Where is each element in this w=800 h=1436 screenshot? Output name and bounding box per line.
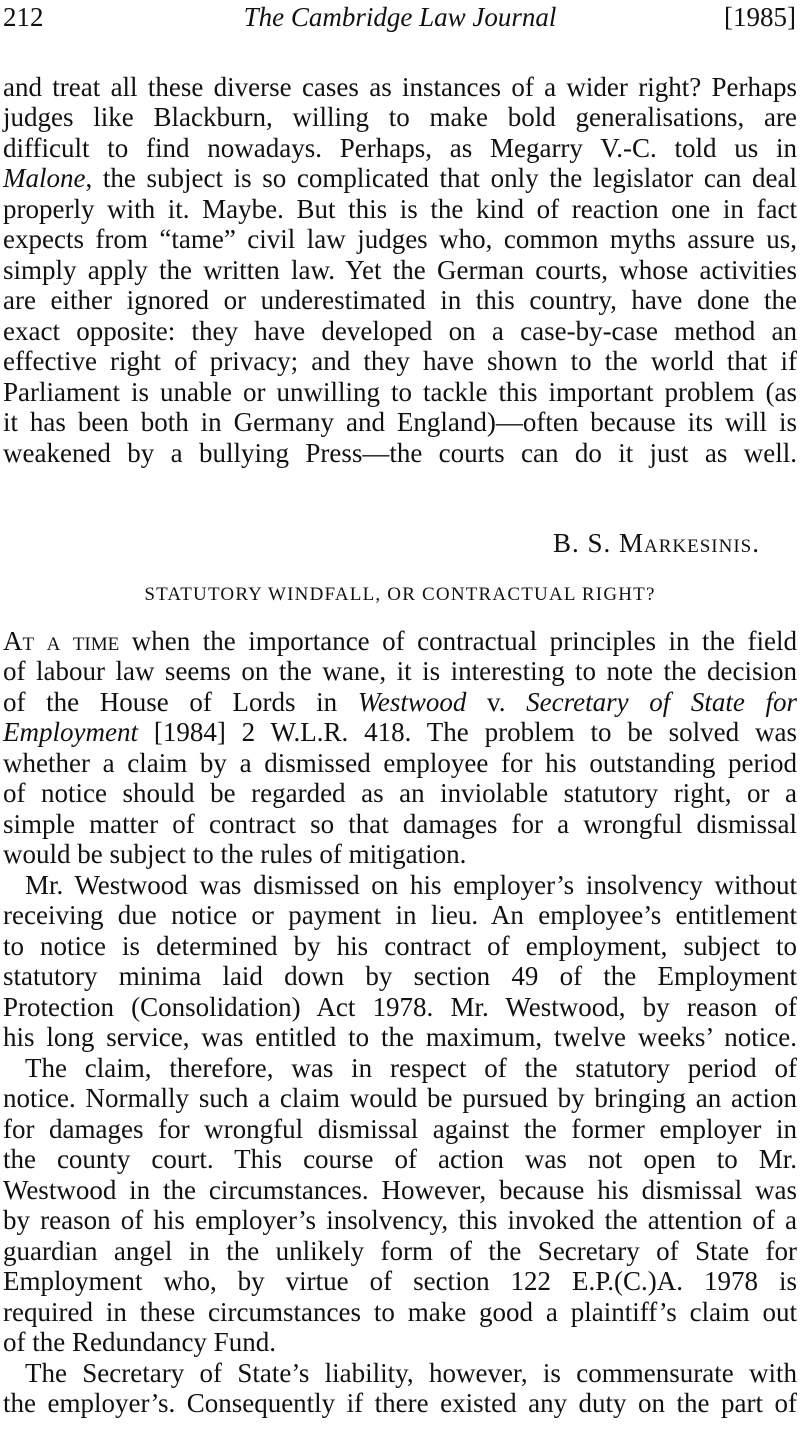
text-line: by reason of his employer’s insolvency, this invoked the attention of a (3, 1205, 797, 1235)
text-line: Protection (Consolidation) Act 1978. Mr. Westwood, by reason of (3, 992, 797, 1022)
text-line: of labour law seems on the wane, it is interesting to note the decision (3, 656, 797, 686)
text-line: Parliament is unable or unwilling to tackle this important problem (as (3, 377, 797, 407)
text-line: The claim, therefore, was in respect of the statutory period of (25, 1053, 797, 1083)
text-line: Employment who, by virtue of section 122 E.P.(C.)A. 1978 is (3, 1266, 797, 1296)
journal-title: The Cambridge Law Journal (243, 2, 557, 32)
text-line: notice. Normally such a claim would be pursued by bringing an action (3, 1083, 797, 1113)
text-line: effective right of privacy; and they have shown to the world that if (3, 346, 797, 376)
text-line: to notice is determined by his contract of employment, subject to (3, 931, 797, 961)
text-line: receiving due notice or payment in lieu. An employee’s entitlement (3, 900, 797, 930)
text-line: Westwood in the circumstances. However, because his dismissal was (3, 1175, 797, 1205)
text-line: simple matter of contract so that damages for a wrongful dismissal (3, 809, 797, 839)
page-number: 212 (3, 2, 44, 32)
text-line: exact opposite: they have developed on a case-by-case method an (3, 316, 797, 346)
text-line: statutory minima laid down by section 49 of the Employment (3, 961, 797, 991)
text-line: Employment [1984] 2 W.L.R. 418. The problem to be solved was (3, 717, 797, 747)
text-line: judges like Blackburn, willing to make bold generalisations, are (3, 102, 797, 132)
text-line: Mr. Westwood was dismissed on his employer’s insolvency without (25, 870, 797, 900)
text-line: difficult to find nowadays. Perhaps, as Megarry V.-C. told us in (3, 133, 797, 163)
text-line: At a time when the importance of contractual principles in the field (3, 626, 798, 656)
text-line: are either ignored or underestimated in this country, have done the (3, 285, 797, 315)
text-line: of the Redundancy Fund. (3, 1327, 276, 1357)
text-line: Malone, the subject is so complicated that only the legislator can deal (3, 163, 797, 193)
text-line: simply apply the written law. Yet the German courts, whose activities (3, 255, 797, 285)
text-line: The Secretary of State’s liability, however, is commensurate with (25, 1358, 797, 1388)
text-line: the employer’s. Consequently if there existed any duty on the part of (3, 1388, 797, 1418)
text-line: guardian angel in the unlikely form of the Secretary of State for (3, 1236, 797, 1266)
text-line: properly with it. Maybe. But this is the kind of reaction one in fact (3, 194, 797, 224)
text-line: and treat all these diverse cases as instances of a wider right? Perhaps (3, 72, 797, 102)
text-line: expects from “tame” civil law judges who, common myths assure us, (3, 224, 797, 254)
text-line: whether a claim by a dismissed employee for his outstanding period (3, 748, 797, 778)
text-line: weakened by a bullying Press—the courts can do it just as well. (3, 438, 797, 468)
text-line: it has been both in Germany and England)—often because its will is (3, 407, 797, 437)
text-line: the county court. This course of action was not open to Mr. (3, 1144, 797, 1174)
note-title: STATUTORY WINDFALL, OR CONTRACTUAL RIGHT? (144, 584, 656, 605)
text-line: would be subject to the rules of mitigation. (3, 839, 467, 869)
text-line: his long service, was entitled to the maximum, twelve weeks’ notice. (3, 1022, 797, 1052)
text-line: for damages for wrongful dismissal against the former employer in (3, 1114, 797, 1144)
text-line: of the House of Lords in Westwood v. Secretary of State for (3, 687, 798, 717)
volume-year: [1985] (724, 2, 796, 32)
text-line: of notice should be regarded as an inviolable statutory right, or a (3, 778, 797, 808)
opening-smallcaps: At a time (3, 626, 120, 656)
text-line: required in these circumstances to make good a plaintiff’s claim out (3, 1297, 797, 1327)
author-signature: B. S. Markesinis. (552, 528, 760, 558)
running-header (0, 0, 800, 44)
case-name-italic: Malone (3, 163, 86, 193)
